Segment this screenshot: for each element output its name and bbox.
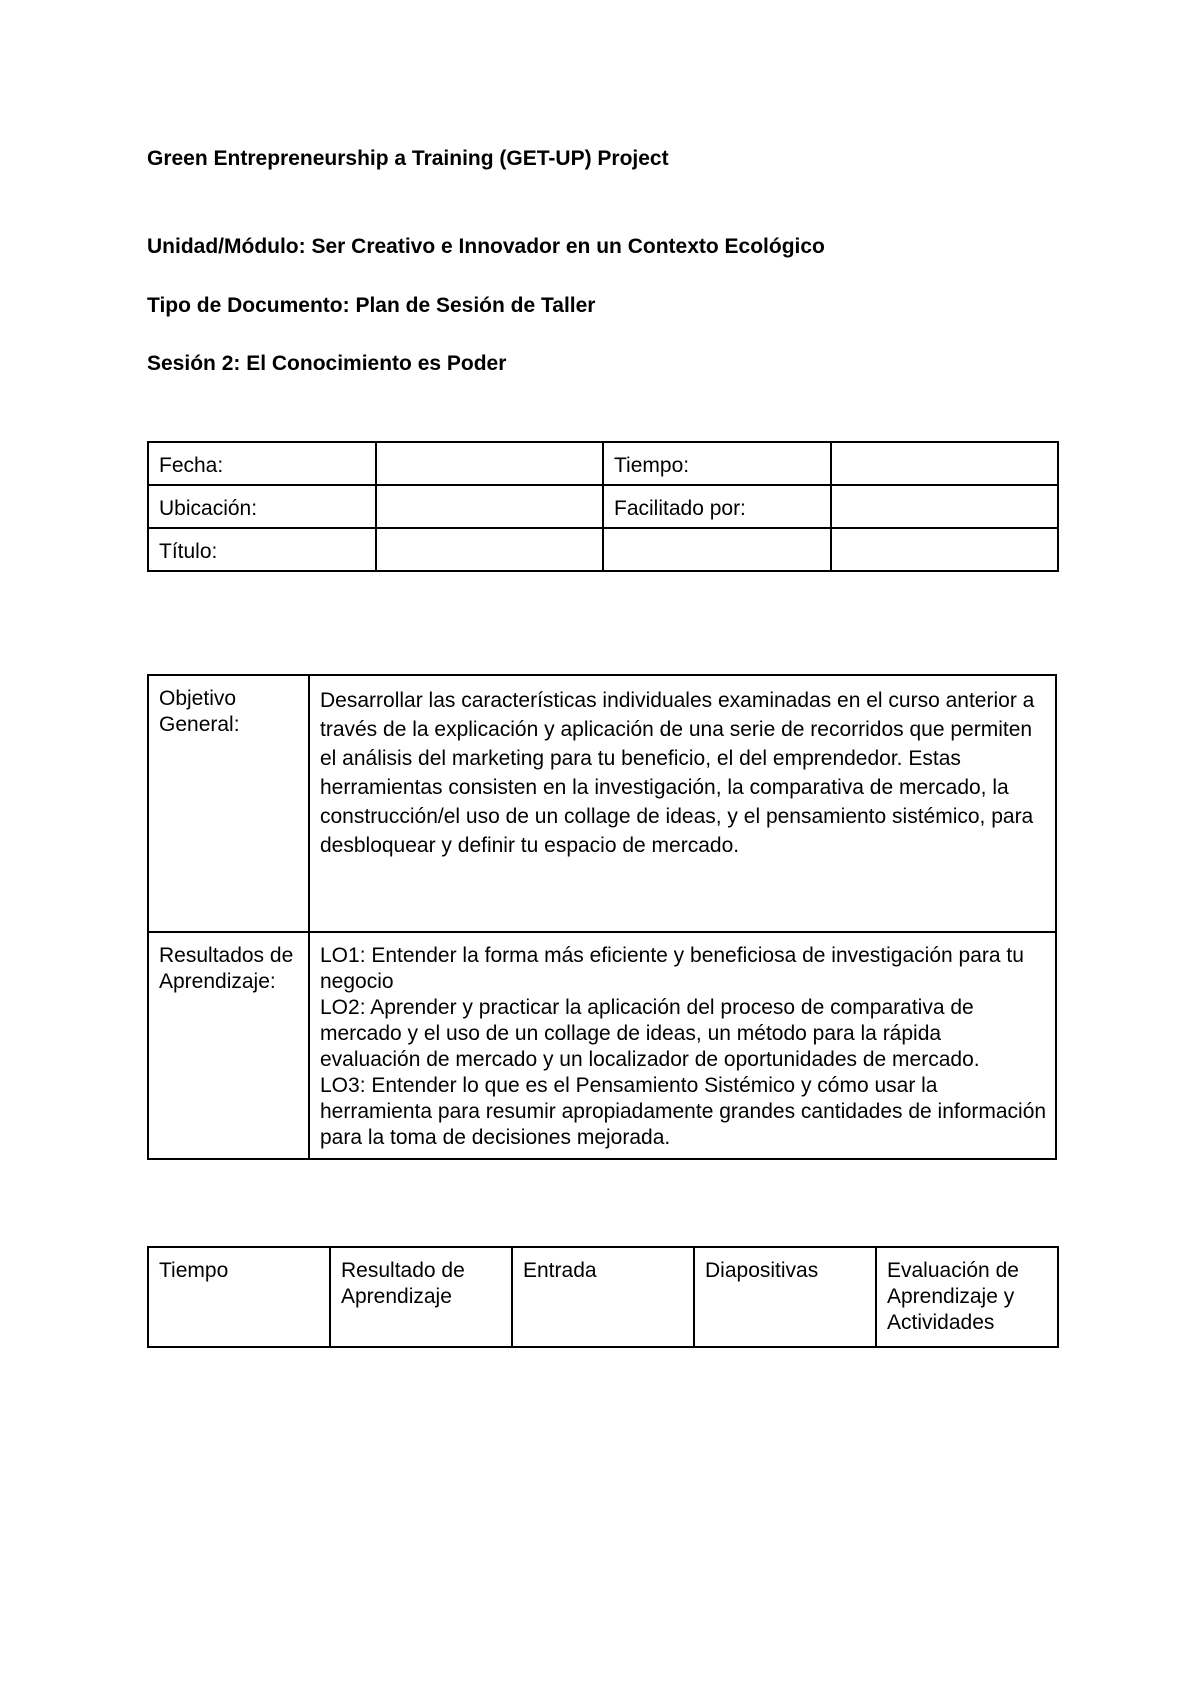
table-row <box>148 932 1056 1159</box>
table-row <box>148 528 1058 571</box>
learning-outcome-item: LO2: Aprender y practicar la aplicación del proceso de comparativa de mercado y el uso de un collage de ideas, un método para la rápida evaluación de mercado y un localizador de oportunidades de mercado. <box>320 996 980 1071</box>
objectives-table <box>147 674 1057 1160</box>
titulo-value <box>376 528 604 571</box>
outcomes-list <box>309 932 1056 1159</box>
titulo-label: Título: <box>148 528 376 571</box>
document-type-heading: Tipo de Documento: Plan de Sesión de Taller <box>147 294 596 317</box>
column-header-evaluacion: Evaluación de Aprendizaje y Actividades <box>876 1247 1058 1347</box>
empty-cell <box>603 528 831 571</box>
activity-plan-table <box>147 1246 1059 1348</box>
outcomes-label: Resultados de Aprendizaje: <box>148 932 309 1159</box>
fecha-label: Fecha: <box>148 442 376 485</box>
project-title: Green Entrepreneurship a Training (GET-UP) Project <box>147 147 669 170</box>
column-header-resultado: Resultado de Aprendizaje <box>330 1247 512 1347</box>
facilitado-label: Facilitado por: <box>603 485 831 528</box>
learning-outcome-item: LO3: Entender lo que es el Pensamiento Sistémico y cómo usar la herramienta para resumir apropiadamente grandes cantidades de información para la toma de decisiones mejorada. <box>320 1074 1047 1149</box>
unit-module-heading: Unidad/Módulo: Ser Creativo e Innovador en un Contexto Ecológico <box>147 235 825 258</box>
tiempo-value <box>831 442 1059 485</box>
column-header-tiempo: Tiempo <box>148 1247 330 1347</box>
learning-outcome-item: LO1: Entender la forma más eficiente y beneficiosa de investigación para tu negocio <box>320 944 1024 993</box>
table-row <box>148 675 1056 932</box>
objective-text: Desarrollar las características individuales examinadas en el curso anterior a través de la explicación y aplicación de una serie de recorridos que permiten el análisis del marketing para tu beneficio, el del emprendedor. Estas herramientas consisten en la investigación, la comparativa de mercado, la construcción/el uso de un collage de ideas, y el pensamiento sistémico, para desbloquear y definir tu espacio de mercado. <box>309 675 1056 932</box>
column-header-entrada: Entrada <box>512 1247 694 1347</box>
table-header-row <box>148 1247 1058 1347</box>
facilitado-value <box>831 485 1059 528</box>
column-header-diapositivas: Diapositivas <box>694 1247 876 1347</box>
empty-cell <box>831 528 1059 571</box>
fecha-value <box>376 442 604 485</box>
session-heading: Sesión 2: El Conocimiento es Poder <box>147 352 507 375</box>
ubicacion-value <box>376 485 604 528</box>
table-row <box>148 442 1058 485</box>
table-row <box>148 485 1058 528</box>
ubicacion-label: Ubicación: <box>148 485 376 528</box>
objective-label: Objetivo General: <box>148 675 309 932</box>
tiempo-label: Tiempo: <box>603 442 831 485</box>
session-info-table <box>147 441 1059 572</box>
